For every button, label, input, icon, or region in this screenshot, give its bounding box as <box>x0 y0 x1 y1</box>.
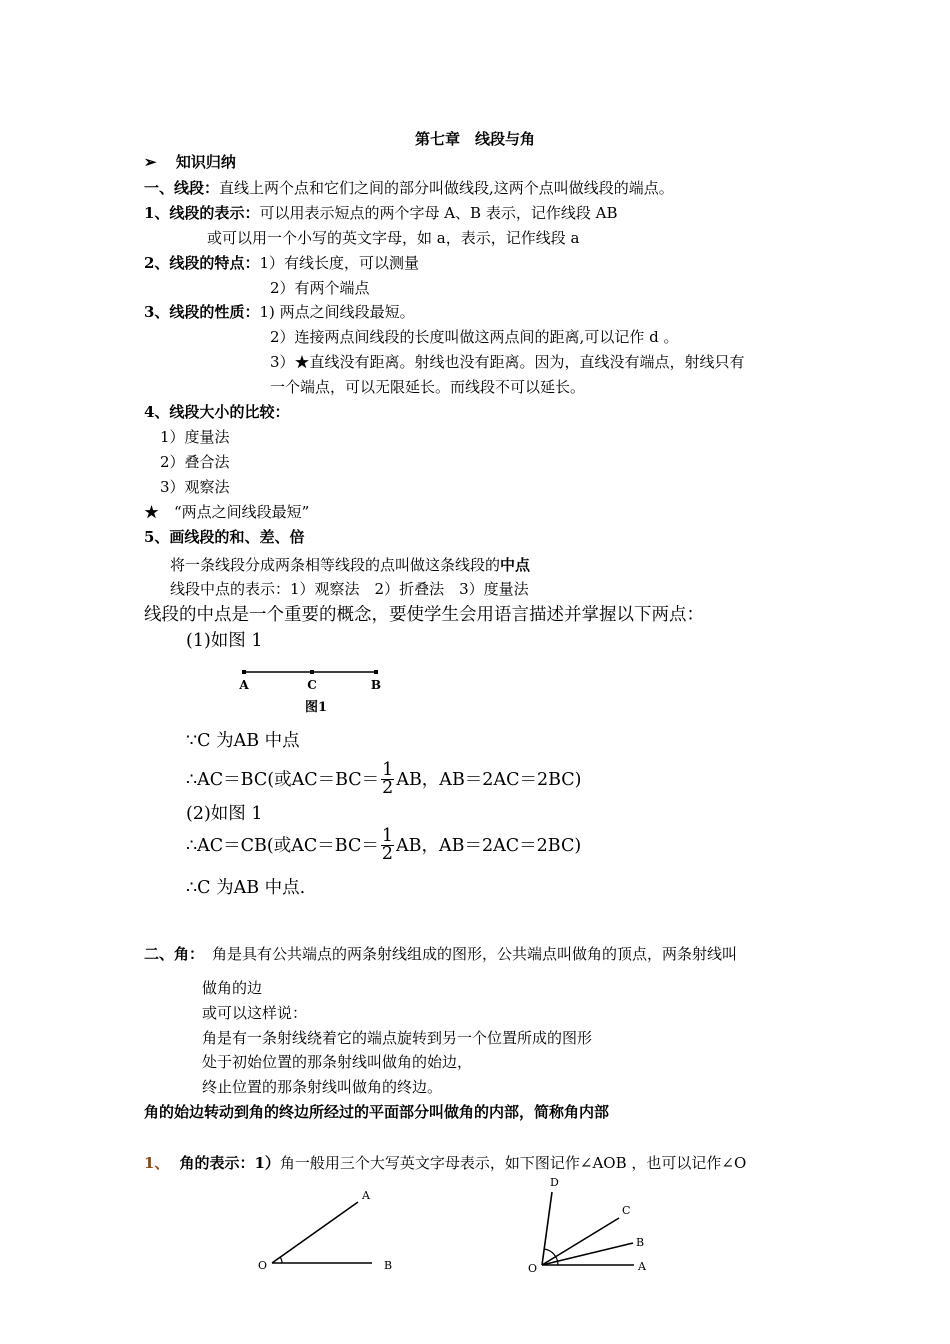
fraction-numerator: 1 <box>382 760 394 780</box>
alt-definition: 或可以这样说： <box>202 1004 308 1022</box>
figure-1-segment <box>236 664 396 716</box>
item-text: 角一般用三个大写英文字母表示，如下图记作∠AOB ，也可以记作∠O <box>279 1154 747 1172</box>
point-compare: 4、线段大小的比较： <box>144 403 290 421</box>
fig1-label-c: C <box>307 678 317 692</box>
angle1-label-b: B <box>384 1259 393 1272</box>
star-note: ★ “两点之间线段最短” <box>144 503 310 521</box>
angle2-label-o: O <box>528 1262 538 1275</box>
interior-definition: 角的始边转动到角的终边所经过的平面部分叫做角的内部，简称角内部 <box>144 1103 610 1121</box>
section-text: 角是具有公共端点的两条射线组成的图形，公共端点叫做角的顶点，两条射线叫 <box>212 945 738 963</box>
alt-definition: 角是有一条射线绕着它的端点旋转到另一个位置所成的图形 <box>202 1029 593 1047</box>
concept-line: 线段的中点是一个重要的概念，要使学生会用语言描述并掌握以下两点： <box>144 605 704 625</box>
angle2-label-c: C <box>622 1204 631 1217</box>
angle-figure-multi <box>522 1170 662 1280</box>
item-number: 1、 <box>144 1154 170 1172</box>
property-item: 3）★直线没有距离。射线也没有距离。因为，直线没有端点，射线只有 <box>270 353 745 371</box>
fig1-caption: 图1 <box>304 700 328 715</box>
point-label: 2、线段的特点： <box>144 254 260 272</box>
property-item: 1) 两点之间线段最短。 <box>259 303 415 321</box>
case-1-label: (1)如图 1 <box>186 631 263 651</box>
knowledge-heading-text: 知识归纳 <box>175 153 236 171</box>
point-features <box>144 253 419 273</box>
case-2-label: (2)如图 1 <box>186 804 263 824</box>
section-text: 直线上两个点和它们之间的部分叫做线段,这两个点叫做线段的端点。 <box>219 179 674 197</box>
angle2-label-a: A <box>638 1260 646 1273</box>
compare-item: 2）叠合法 <box>160 453 230 471</box>
section-text-continued: 做角的边 <box>202 979 263 997</box>
point-text: 可以用表示短点的两个字母 A、B 表示，记作线段 AB <box>259 204 618 222</box>
midpoint-definition-text: 将一条线段分成两条相等线段的点叫做这条线段的 <box>170 556 501 574</box>
point-representation-alt: 或可以用一个小写的英文字母，如 a，表示，记作线段 a <box>207 229 580 247</box>
formula-1 <box>186 762 582 804</box>
knowledge-heading <box>144 152 236 172</box>
point-representation <box>144 203 617 223</box>
angle2-label-d: D <box>550 1176 559 1189</box>
compare-item: 3）观察法 <box>160 478 230 496</box>
because-line: ∵C 为AB 中点 <box>186 731 300 751</box>
feature-item: 1）有线长度，可以测量 <box>259 254 419 272</box>
midpoint-methods: 线段中点的表示：1）观察法 2）折叠法 3）度量法 <box>170 580 529 598</box>
alt-definition: 处于初始位置的那条射线叫做角的始边， <box>202 1053 473 1071</box>
fraction-numerator: 1 <box>381 826 393 846</box>
formula-rhs: AB，AB＝2AC＝2BC) <box>395 835 582 856</box>
angle1-label-o: O <box>258 1259 268 1272</box>
angle1-label-a: A <box>362 1189 370 1202</box>
point-draw: 5、画线段的和、差、倍 <box>144 528 305 546</box>
fraction-denominator: 2 <box>382 778 394 798</box>
angle2-label-b: B <box>636 1236 645 1249</box>
section-angle <box>144 944 737 964</box>
point-label: 3、线段的性质： <box>144 303 260 321</box>
property-item: 2）连接两点间线段的长度叫做这两点间的距离,可以记作 d 。 <box>270 328 679 346</box>
formula-2 <box>186 828 581 870</box>
page-title: 第七章 线段与角 <box>414 130 535 148</box>
midpoint-definition <box>170 555 530 575</box>
feature-item: 2）有两个端点 <box>270 279 370 297</box>
fraction-denominator: 2 <box>381 844 393 864</box>
formula-rhs: AB，AB＝2AC＝2BC) <box>396 769 582 790</box>
fraction <box>381 828 394 863</box>
arrow-bullet-icon: ➢ <box>144 153 157 171</box>
section-line-segment <box>144 178 674 198</box>
formula-lhs: ∴AC＝CB(或AC＝BC＝ <box>186 835 379 856</box>
section-label: 二、角： <box>144 945 205 963</box>
angle-figure-aob <box>250 1185 410 1285</box>
compare-item: 1）度量法 <box>160 428 230 446</box>
conclusion-line: ∴C 为AB 中点. <box>186 878 306 898</box>
fig1-label-a: A <box>239 678 249 692</box>
point-label: 1、线段的表示： <box>144 204 260 222</box>
fig1-label-b: B <box>370 678 382 692</box>
item-label: 角的表示：1） <box>179 1154 280 1172</box>
fraction <box>381 762 394 797</box>
midpoint-term: 中点 <box>500 556 531 574</box>
formula-lhs: ∴AC＝BC(或AC＝BC＝ <box>186 769 380 790</box>
section-label: 一、线段： <box>144 179 220 197</box>
alt-definition: 终止位置的那条射线叫做角的终边。 <box>202 1078 443 1096</box>
point-properties <box>144 302 415 322</box>
property-item-continued: 一个端点，可以无限延长。而线段不可以延长。 <box>270 378 586 396</box>
